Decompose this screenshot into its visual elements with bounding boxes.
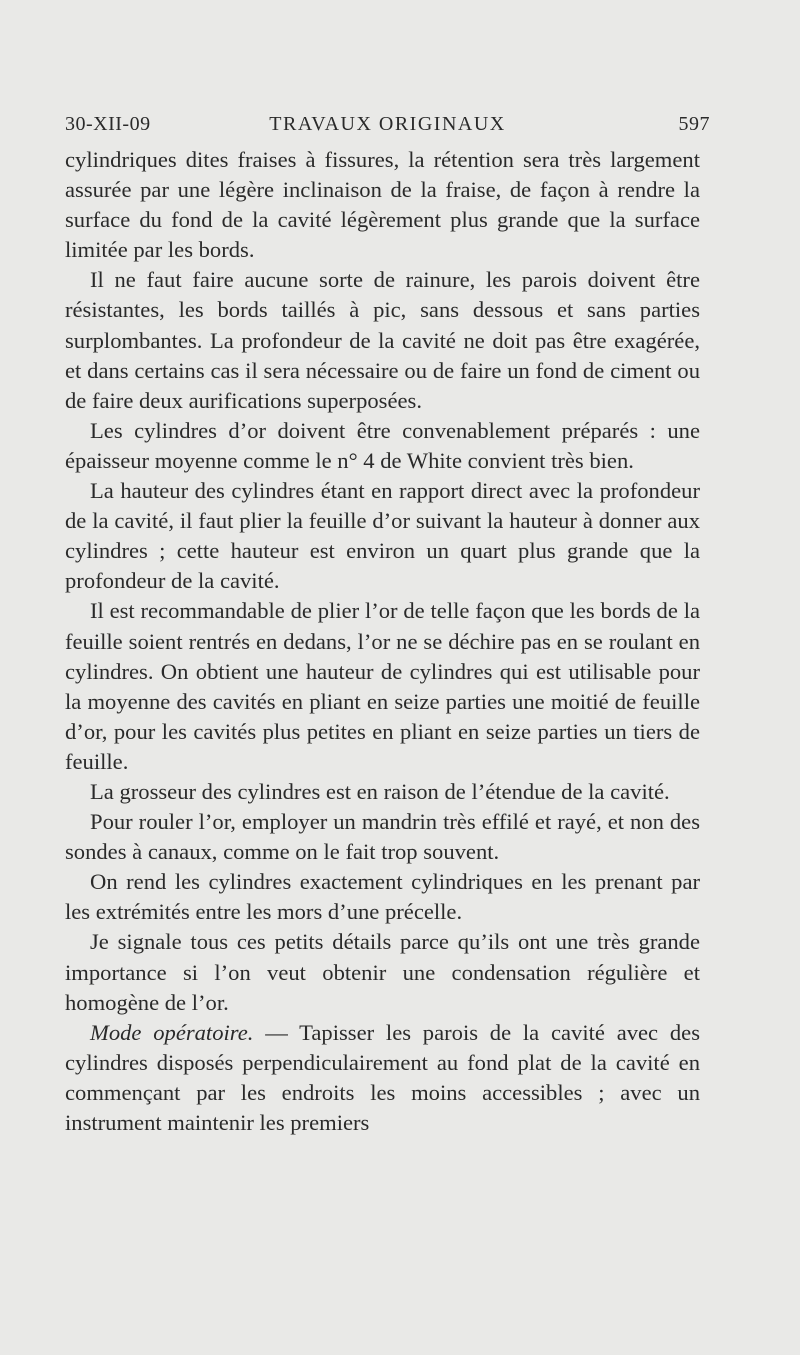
paragraph-4: La hauteur des cylindres étant en rapport direct avec la profondeur de la cavité, il faut plier la feuille d’or suivant la hauteur à donner aux cylindres ; cette hauteur est environ un quart plus grande que la profondeur de la cavité. xyxy=(65,478,700,594)
paragraph-9: Je signale tous ces petits détails parce qu’ils ont une très grande importance si l’on veut obtenir une condensation régulière et homogène de l’or. xyxy=(65,929,700,1015)
running-header xyxy=(65,113,710,143)
paragraph-2: Il ne faut faire aucune sorte de rainure, les parois doivent être résistantes, les bords taillés à pic, sans dessous et sans parties surplombantes. La profondeur de la cavité ne doit pas être exagérée, et dans certains cas il sera nécessaire ou de faire un fond de ciment ou de faire deux aurifications superposées. xyxy=(65,267,700,413)
header-date: 30-XII-09 xyxy=(65,113,151,135)
body-text xyxy=(65,145,700,1138)
paragraph-3: Les cylindres d’or doivent être convenablement préparés : une épaisseur moyenne comme le n° 4 de White convient très bien. xyxy=(65,417,700,473)
section-heading-mode-operatoire: Mode opératoire. xyxy=(90,1019,254,1045)
page-number: 597 xyxy=(678,113,710,135)
paragraph-1: cylindriques dites fraises à fissures, la rétention sera très largement assurée par une légère inclinaison de la fraise, de façon à rendre la surface du fond de la cavité légèrement plus grande que la surface limitée par les bords. xyxy=(65,147,700,263)
paragraph-7: Pour rouler l’or, employer un mandrin très effilé et rayé, et non des sondes à canaux, comme on le fait trop souvent. xyxy=(65,809,700,865)
paragraph-6: La grosseur des cylindres est en raison de l’étendue de la cavité. xyxy=(90,778,670,804)
paragraph-5: Il est recommandable de plier l’or de telle façon que les bords de la feuille soient rentrés en dedans, l’or ne se déchire pas en se roulant en cylindres. On obtient une hauteur de cylindres qui est utilisable pour la moyenne des cavités en pliant en seize parties une moitié de feuille d’or, pour les cavités plus petites en pliant en seize parties un tiers de feuille. xyxy=(65,598,700,774)
paragraph-8: On rend les cylindres exactement cylindriques en les prenant par les extrémités entre les mors d’une précelle. xyxy=(65,869,700,925)
paragraph-10 xyxy=(65,1018,700,1138)
header-title: TRAVAUX ORIGINAUX xyxy=(269,113,506,135)
paragraph-10-text: — Tapisser les parois de la cavité avec des cylindres disposés perpendiculairement au fond plat de la cavité en commençant par les endroits les moins accessibles ; avec un instrument maintenir les premiers xyxy=(65,1019,700,1135)
